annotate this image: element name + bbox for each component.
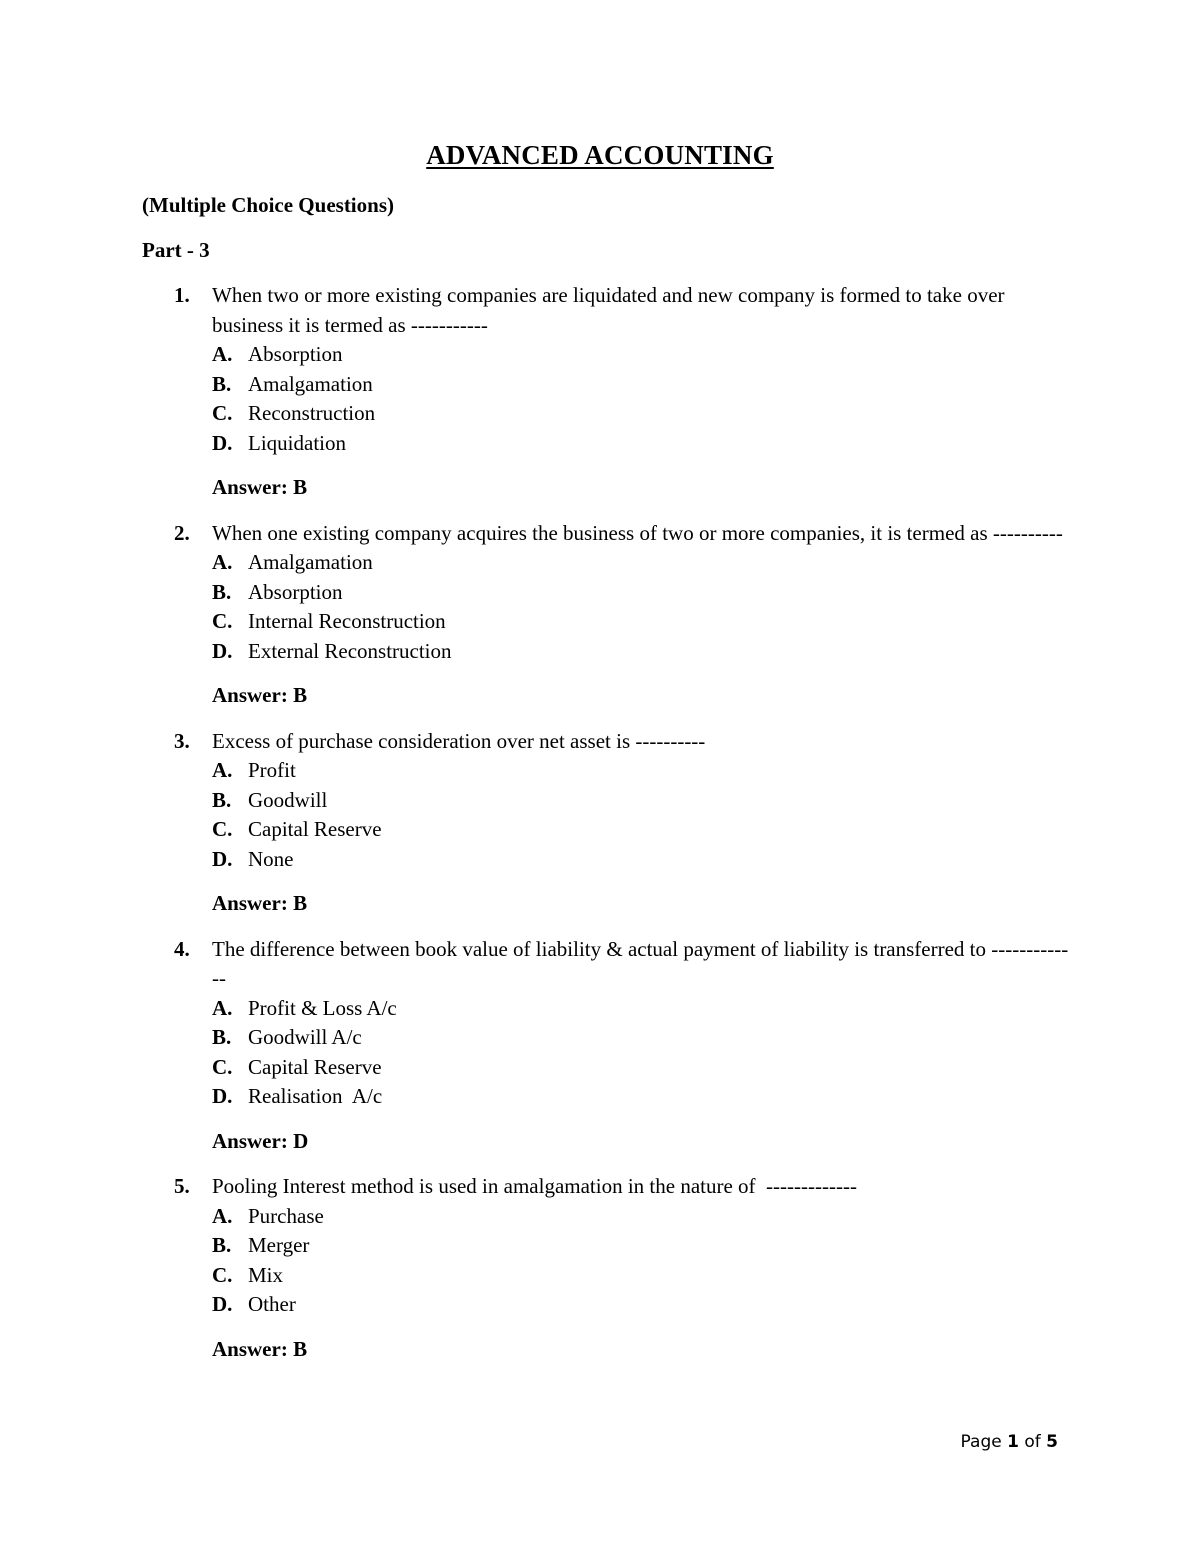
option-list [212, 756, 1200, 874]
option-letter: D. [212, 1084, 233, 1108]
question-number: 5. [174, 1174, 190, 1198]
option-c [212, 399, 1200, 429]
option-text: Reconstruction [248, 401, 376, 425]
option-letter: C. [212, 817, 233, 841]
option-a [212, 994, 1200, 1024]
of-label: of [1024, 1432, 1041, 1452]
option-text: Goodwill [248, 787, 328, 812]
option-a [212, 340, 1200, 370]
page-label: Page [960, 1432, 1002, 1452]
document-subtitle: (Multiple Choice Questions) [142, 193, 394, 217]
answer-line: Answer: B [212, 1336, 308, 1361]
question-5 [0, 1172, 1200, 1364]
option-text: External Reconstruction [248, 638, 452, 663]
option-b [212, 370, 1200, 400]
option-a [212, 1202, 1200, 1232]
option-text: Amalgamation [248, 371, 373, 396]
question-text: When two or more existing companies are liquidated and new company is formed to take over business it is termed as ----------- [212, 283, 1005, 337]
option-d [212, 429, 1200, 459]
question-number: 1. [174, 283, 190, 307]
option-b [212, 578, 1200, 608]
question-text: When one existing company acquires the business of two or more companies, it is termed as ---------- [212, 520, 1063, 545]
option-list [212, 340, 1200, 458]
option-b [212, 1023, 1200, 1053]
option-text: Realisation A/c [248, 1084, 383, 1108]
option-letter: B. [212, 1025, 232, 1049]
option-letter: D. [212, 638, 233, 663]
question-number: 3. [174, 728, 190, 753]
answer-line: Answer: B [212, 475, 308, 499]
option-b [212, 786, 1200, 816]
option-text: Capital Reserve [248, 817, 382, 841]
part-heading: Part - 3 [142, 238, 210, 262]
option-text: Purchase [248, 1203, 324, 1228]
option-text: Profit & Loss A/c [248, 995, 397, 1020]
option-text: Capital Reserve [248, 1054, 382, 1079]
document-title: ADVANCED ACCOUNTING [426, 140, 774, 170]
option-letter: B. [212, 371, 232, 396]
option-b [212, 1231, 1200, 1261]
answer-line: Answer: D [212, 1128, 309, 1153]
question-text: Pooling Interest method is used in amalgamation in the nature of ------------- [212, 1174, 857, 1198]
option-text: None [248, 846, 294, 871]
current-page-number: 1 [1007, 1432, 1019, 1452]
question-2 [0, 519, 1200, 727]
option-a [212, 548, 1200, 578]
question-3 [0, 727, 1200, 935]
option-letter: A. [212, 1203, 233, 1228]
option-letter: C. [212, 1262, 233, 1287]
option-letter: A. [212, 550, 233, 574]
option-a [212, 756, 1200, 786]
option-d [212, 637, 1200, 667]
option-text: Profit [248, 758, 296, 782]
option-text: Other [248, 1292, 296, 1316]
option-text: Goodwill A/c [248, 1025, 362, 1049]
option-letter: C. [212, 401, 233, 425]
option-text: Absorption [248, 342, 343, 366]
option-c [212, 815, 1200, 845]
page-footer [961, 1432, 1058, 1452]
option-letter: A. [212, 342, 233, 366]
option-text: Merger [248, 1233, 310, 1257]
option-letter: C. [212, 609, 233, 633]
question-4 [0, 935, 1200, 1173]
answer-line: Answer: B [212, 891, 308, 915]
option-d [212, 845, 1200, 875]
option-list [212, 548, 1200, 666]
question-text: Excess of purchase consideration over net asset is ---------- [212, 728, 706, 753]
option-letter: D. [212, 1292, 233, 1316]
option-text: Amalgamation [248, 550, 373, 574]
question-number: 2. [174, 520, 190, 545]
option-text: Absorption [248, 579, 343, 604]
total-pages-number: 5 [1046, 1432, 1058, 1452]
option-list [212, 994, 1200, 1112]
option-d [212, 1082, 1200, 1112]
option-text: Internal Reconstruction [248, 609, 446, 633]
option-letter: B. [212, 579, 232, 604]
option-c [212, 607, 1200, 637]
option-text: Mix [248, 1262, 284, 1287]
option-list [212, 1202, 1200, 1320]
answer-line: Answer: B [212, 683, 308, 707]
option-letter: C. [212, 1054, 233, 1079]
question-1 [0, 281, 1200, 519]
question-list [0, 281, 1200, 1364]
question-text: The difference between book value of liability & actual payment of liability is transferred to ------------- [212, 936, 1069, 990]
option-letter: B. [212, 1233, 232, 1257]
option-c [212, 1261, 1200, 1291]
option-text: Liquidation [248, 430, 346, 455]
option-letter: D. [212, 430, 233, 455]
option-letter: D. [212, 846, 233, 871]
option-d [212, 1290, 1200, 1320]
option-letter: B. [212, 787, 232, 812]
option-letter: A. [212, 758, 233, 782]
option-letter: A. [212, 995, 233, 1020]
option-c [212, 1053, 1200, 1083]
question-number: 4. [174, 936, 190, 961]
